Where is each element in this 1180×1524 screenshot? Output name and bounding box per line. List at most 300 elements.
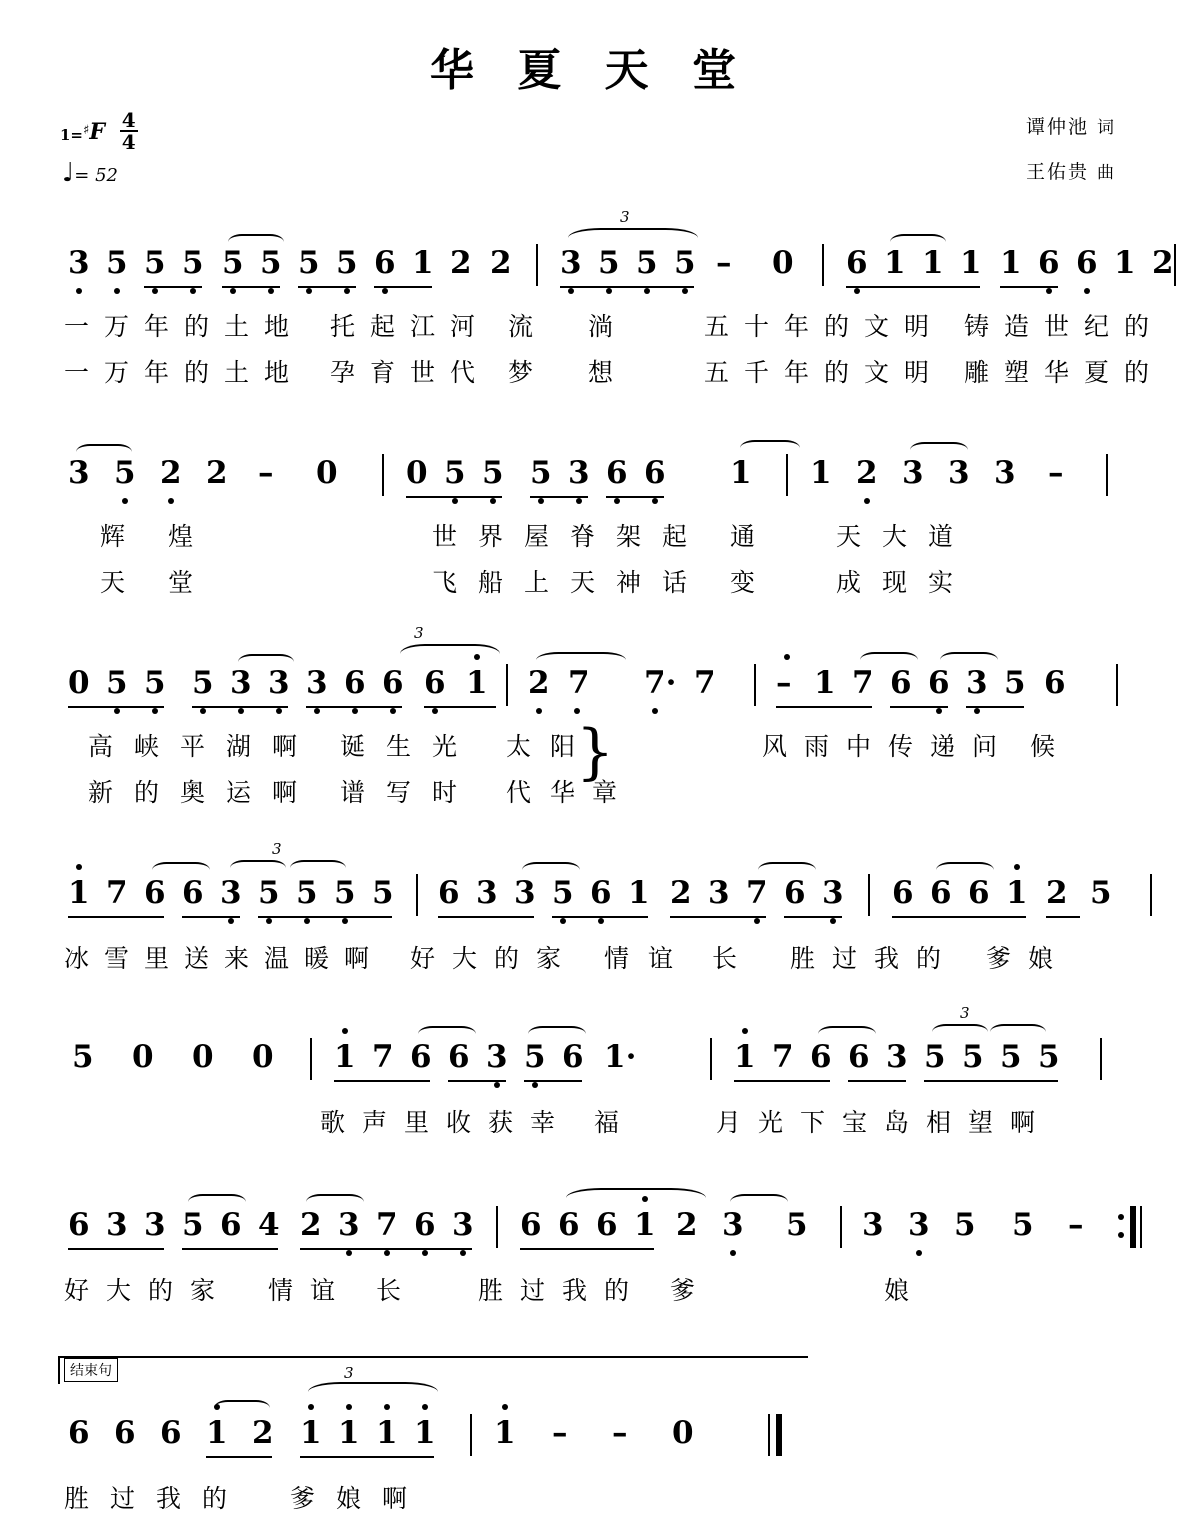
slur	[860, 652, 918, 668]
note: 3	[822, 875, 844, 911]
note: 0	[316, 455, 338, 491]
note: 6	[606, 455, 628, 491]
slur	[758, 862, 816, 878]
lyric: 话	[662, 568, 688, 597]
note: 5	[334, 875, 356, 911]
lyric: 一	[64, 312, 90, 341]
slur	[568, 228, 698, 248]
slur	[76, 444, 132, 460]
lyric: 歌	[320, 1108, 346, 1137]
system-3	[0, 624, 1180, 807]
octave-dot-high	[384, 1404, 390, 1410]
lyric: 地	[264, 312, 290, 341]
note: 2	[1046, 875, 1068, 911]
dash: –	[258, 455, 274, 491]
lyric: 啊	[1010, 1108, 1036, 1137]
octave-dot-low	[452, 498, 458, 504]
lyric: 的	[1124, 312, 1150, 341]
beam	[734, 1080, 830, 1082]
octave-dot-high	[742, 1028, 748, 1034]
lyric: 阳	[550, 732, 576, 761]
beam	[182, 1248, 278, 1250]
note: 2	[206, 455, 228, 491]
note: 1	[334, 1039, 356, 1075]
lyric: 代	[506, 778, 532, 807]
note: 1	[814, 665, 836, 701]
slur	[308, 1382, 438, 1402]
note: 3	[862, 1207, 884, 1243]
note: 6	[892, 875, 914, 911]
note: 6	[182, 875, 204, 911]
note: 2	[1152, 245, 1174, 281]
ending-bracket	[58, 1356, 808, 1384]
note: 1	[922, 245, 944, 281]
note: 6	[220, 1207, 242, 1243]
note: 3	[902, 455, 924, 491]
note: –	[1068, 1207, 1084, 1243]
beam	[448, 1080, 506, 1082]
note: 2	[160, 455, 182, 491]
lyric: 候	[1030, 732, 1056, 761]
lyric: 啊	[382, 1484, 408, 1513]
lyric-row-1	[0, 1278, 1180, 1316]
octave-dot-low	[200, 708, 206, 714]
octave-dot-low	[598, 918, 604, 924]
note: 2	[856, 455, 878, 491]
lyric: 雨	[804, 732, 830, 761]
octave-dot-low	[168, 498, 174, 504]
key-label: 1=	[60, 126, 84, 144]
note: 5	[372, 875, 394, 911]
lyric: 月	[716, 1108, 742, 1137]
octave-dot-low	[114, 288, 120, 294]
lyric: 界	[478, 522, 504, 551]
note: 7	[772, 1039, 794, 1075]
note: 6	[144, 875, 166, 911]
octave-dot-low	[382, 288, 388, 294]
octave-dot-low	[830, 918, 836, 924]
note: 0	[192, 1039, 214, 1075]
lyric: 华	[1044, 358, 1070, 387]
note: 1	[884, 245, 906, 281]
lyric: 娘	[1028, 944, 1054, 973]
beam	[300, 1456, 434, 1458]
note: 2	[450, 245, 472, 281]
note: 6	[846, 245, 868, 281]
slur	[936, 862, 994, 878]
note: 5	[298, 245, 320, 281]
note: 3	[486, 1039, 508, 1075]
note: 3	[220, 875, 242, 911]
note: 1	[338, 1415, 360, 1451]
composer-name: 王佑贵	[1025, 161, 1089, 183]
lyric: 世	[410, 358, 436, 387]
octave-dot-low	[538, 498, 544, 504]
slur	[528, 1026, 586, 1042]
note: 6	[438, 875, 460, 911]
lyric: 万	[104, 358, 130, 387]
lyric: 架	[616, 522, 642, 551]
lyric: 传	[888, 732, 914, 761]
lyric: 时	[432, 778, 458, 807]
lyric: 的	[1124, 358, 1150, 387]
triplet-number: 3	[620, 208, 630, 226]
octave-dot-low	[1046, 288, 1052, 294]
beam	[222, 286, 280, 288]
lyric: 塑	[1004, 358, 1030, 387]
lyric: 代	[450, 358, 476, 387]
note: 3	[908, 1207, 930, 1243]
note: 6	[558, 1207, 580, 1243]
triplet-number: 3	[960, 1004, 970, 1022]
note: 0	[132, 1039, 154, 1075]
note: 5	[674, 245, 696, 281]
lyric: 雪	[104, 944, 130, 973]
lyric: 奥	[180, 778, 206, 807]
lyric: 船	[478, 568, 504, 597]
octave-dot-low	[730, 1250, 736, 1256]
lyric: 世	[432, 522, 458, 551]
lyric: 育	[370, 358, 396, 387]
lyric: 辉	[100, 522, 126, 551]
lyricist-credit	[1026, 112, 1116, 139]
beam	[846, 286, 980, 288]
lyric-row-1	[0, 314, 1180, 352]
note: 6	[424, 665, 446, 701]
note: 5	[1038, 1039, 1060, 1075]
octave-dot-low	[652, 498, 658, 504]
beam	[848, 1080, 906, 1082]
note: 6	[374, 245, 396, 281]
slur	[910, 442, 968, 458]
note: 5	[598, 245, 620, 281]
note: 7	[568, 665, 590, 701]
lyric: 娘	[336, 1484, 362, 1513]
lyric: 起	[662, 522, 688, 551]
ending-label: 结束句	[64, 1358, 118, 1382]
note: 6	[890, 665, 912, 701]
lyric: 煌	[168, 522, 194, 551]
lyric: 收	[446, 1108, 472, 1137]
lyric: 现	[882, 568, 908, 597]
beam	[206, 1456, 272, 1458]
lyric: 运	[226, 778, 252, 807]
note: 3	[994, 455, 1016, 491]
beam	[924, 1080, 1058, 1082]
note: 5	[182, 245, 204, 281]
octave-dot-low	[568, 288, 574, 294]
lyric: 温	[264, 944, 290, 973]
lyric: 十	[744, 312, 770, 341]
lyric: 长	[712, 944, 738, 973]
quarter-note-icon: ♩	[62, 158, 75, 188]
brace-icon: }	[576, 717, 615, 787]
lyric-row-1	[0, 946, 1180, 984]
note: 1	[300, 1415, 322, 1451]
note: 0	[252, 1039, 274, 1075]
octave-dot-low	[76, 288, 82, 294]
note: 5	[192, 665, 214, 701]
beam	[68, 1248, 164, 1250]
lyric: 成	[836, 568, 862, 597]
lyric: 的	[134, 778, 160, 807]
lyric: 家	[536, 944, 562, 973]
note: 6	[848, 1039, 870, 1075]
lyric: 大	[106, 1276, 132, 1305]
note: 3	[68, 455, 90, 491]
triplet-number: 3	[272, 840, 282, 858]
barline	[754, 664, 756, 706]
beam	[438, 916, 534, 918]
lyric: 五	[704, 312, 730, 341]
lyric: 胜	[478, 1276, 504, 1305]
lyric: 想	[588, 358, 614, 387]
barline	[822, 244, 824, 286]
lyric: 河	[450, 312, 476, 341]
note-row	[0, 1004, 1180, 1098]
note: 5	[530, 455, 552, 491]
note: 5	[106, 665, 128, 701]
lyric-row-1	[0, 1110, 1180, 1148]
lyric: 太	[506, 732, 532, 761]
note: 4	[258, 1207, 280, 1243]
octave-dot-high	[76, 864, 82, 870]
octave-dot-low	[152, 708, 158, 714]
dash: 7	[694, 665, 716, 701]
lyric: 谊	[310, 1276, 336, 1305]
octave-dot-low	[228, 918, 234, 924]
note: 2	[252, 1415, 274, 1451]
lyric: 光	[758, 1108, 784, 1137]
final-barline	[768, 1414, 786, 1456]
note: 7	[106, 875, 128, 911]
note: 6	[930, 875, 952, 911]
note: 5	[182, 1207, 204, 1243]
beam	[520, 1248, 654, 1250]
lyric: 送	[184, 944, 210, 973]
barline	[506, 664, 508, 706]
beam	[890, 706, 948, 708]
beam	[144, 286, 202, 288]
note: 6	[160, 1415, 182, 1451]
octave-dot-low	[276, 708, 282, 714]
lyric: 天	[836, 522, 862, 551]
octave-dot-low	[152, 288, 158, 294]
lyric: 过	[520, 1276, 546, 1305]
octave-dot-low	[494, 1082, 500, 1088]
note: 5	[144, 665, 166, 701]
note: 1	[206, 1415, 228, 1451]
octave-dot-low	[574, 708, 580, 714]
octave-dot-low	[230, 288, 236, 294]
beam	[524, 1080, 582, 1082]
beam	[334, 1080, 430, 1082]
note: 3	[514, 875, 536, 911]
lyric: 啊	[344, 944, 370, 973]
note-row	[0, 840, 1180, 934]
octave-dot-low	[754, 918, 760, 924]
note: 5	[524, 1039, 546, 1075]
lyric: 相	[926, 1108, 952, 1137]
lyric: 光	[432, 732, 458, 761]
note: 2	[670, 875, 692, 911]
slur	[238, 654, 294, 670]
note: 1	[628, 875, 650, 911]
slur	[188, 1194, 246, 1210]
octave-dot-low	[864, 498, 870, 504]
octave-dot-low	[266, 918, 272, 924]
dash: 5	[1012, 1207, 1034, 1243]
note: 1	[960, 245, 982, 281]
note: 1	[1006, 875, 1028, 911]
slur	[740, 440, 800, 456]
octave-dot-low	[532, 1082, 538, 1088]
note: 6	[448, 1039, 470, 1075]
lyric: 情	[604, 944, 630, 973]
dash: –	[1048, 455, 1064, 491]
octave-dot-low	[344, 288, 350, 294]
beam	[374, 286, 432, 288]
repeat-dots	[1118, 1214, 1124, 1250]
beam	[192, 706, 288, 708]
barline	[710, 1038, 712, 1080]
lyric: 天	[100, 568, 126, 597]
lyric: 飞	[432, 568, 458, 597]
beam	[298, 286, 356, 288]
time-numerator: 4	[121, 108, 136, 132]
note: 6	[562, 1039, 584, 1075]
note: 5	[1004, 665, 1026, 701]
note: 2	[528, 665, 550, 701]
lyric: 一	[64, 358, 90, 387]
system-5	[0, 1004, 1180, 1137]
note: 5	[1000, 1039, 1022, 1075]
system-4	[0, 840, 1180, 973]
beam	[306, 706, 402, 708]
beam	[776, 706, 872, 708]
lyric: 里	[404, 1108, 430, 1137]
lyric: 脊	[570, 522, 596, 551]
slur	[990, 1024, 1046, 1040]
lyric: 获	[488, 1108, 514, 1137]
lyric: 地	[264, 358, 290, 387]
note: 3	[560, 245, 582, 281]
beam	[670, 916, 766, 918]
page-title: 华 夏 天 堂	[430, 45, 750, 96]
lyric: 千	[744, 358, 770, 387]
slur	[214, 1400, 270, 1416]
slur	[228, 234, 284, 250]
note-row	[0, 1207, 1180, 1266]
lyric: 实	[928, 568, 954, 597]
octave-dot-low	[614, 498, 620, 504]
lyric: 江	[410, 312, 436, 341]
beam	[552, 916, 648, 918]
note: 6	[928, 665, 950, 701]
note: 3	[568, 455, 590, 491]
lyric: 湖	[226, 732, 252, 761]
note: 2	[676, 1207, 698, 1243]
lyric: 的	[824, 358, 850, 387]
lyric: 淌	[588, 312, 614, 341]
triplet-number: 3	[414, 624, 424, 642]
slur	[230, 860, 286, 876]
lyric: 岛	[884, 1108, 910, 1137]
octave-dot-low	[936, 708, 942, 714]
lyric: 夏	[1084, 358, 1110, 387]
lyric: 文	[864, 358, 890, 387]
note: 5	[1090, 875, 1112, 911]
beam	[892, 916, 1026, 918]
lyricist-role: 词	[1097, 118, 1116, 138]
lyric: 大	[882, 522, 908, 551]
lyric: 五	[704, 358, 730, 387]
note: 2	[490, 245, 512, 281]
octave-dot-high	[346, 1404, 352, 1410]
lyric: 新	[88, 778, 114, 807]
octave-dot-low	[490, 498, 496, 504]
octave-dot-low	[352, 708, 358, 714]
note: 5	[962, 1039, 984, 1075]
lyricist-name: 谭仲池	[1025, 116, 1089, 138]
lyric: 好	[410, 944, 436, 973]
lyric: 中	[846, 732, 872, 761]
note: 3	[230, 665, 252, 701]
lyric: 大	[452, 944, 478, 973]
barline	[840, 1206, 842, 1248]
dash: –	[612, 1415, 628, 1451]
octave-dot-low	[314, 708, 320, 714]
octave-dot-low	[238, 708, 244, 714]
note: 1	[412, 245, 434, 281]
lyric: 造	[1004, 312, 1030, 341]
triplet-number: 3	[344, 1364, 354, 1382]
lyric: 暖	[304, 944, 330, 973]
octave-dot-low	[576, 498, 582, 504]
note: 6	[1076, 245, 1098, 281]
lyric: 年	[784, 358, 810, 387]
lyric: 道	[928, 522, 954, 551]
beam	[300, 1248, 472, 1250]
lyric: 冰	[64, 944, 90, 973]
lyric: 我	[156, 1484, 182, 1513]
lyric: 神	[616, 568, 642, 597]
slur	[306, 1194, 364, 1210]
octave-dot-low	[422, 1250, 428, 1256]
lyric: 啊	[272, 732, 298, 761]
note: 3	[886, 1039, 908, 1075]
octave-dot-high	[784, 654, 790, 660]
octave-dot-low	[122, 498, 128, 504]
note: 5	[258, 875, 280, 911]
lyric: 好	[64, 1276, 90, 1305]
octave-dot-high	[422, 1404, 428, 1410]
lyric: 娘	[884, 1276, 910, 1305]
barline	[310, 1038, 312, 1080]
lyric: 明	[904, 312, 930, 341]
note: 5	[786, 1207, 808, 1243]
lyric-row-1	[0, 1486, 1180, 1524]
note: 1·	[604, 1039, 637, 1075]
note: 6	[68, 1415, 90, 1451]
lyric: 章	[592, 778, 618, 807]
lyric: 的	[202, 1484, 228, 1513]
barline	[382, 454, 384, 496]
note: 1	[730, 455, 752, 491]
octave-dot-high	[308, 1404, 314, 1410]
note: 6	[596, 1207, 618, 1243]
note: 3	[948, 455, 970, 491]
